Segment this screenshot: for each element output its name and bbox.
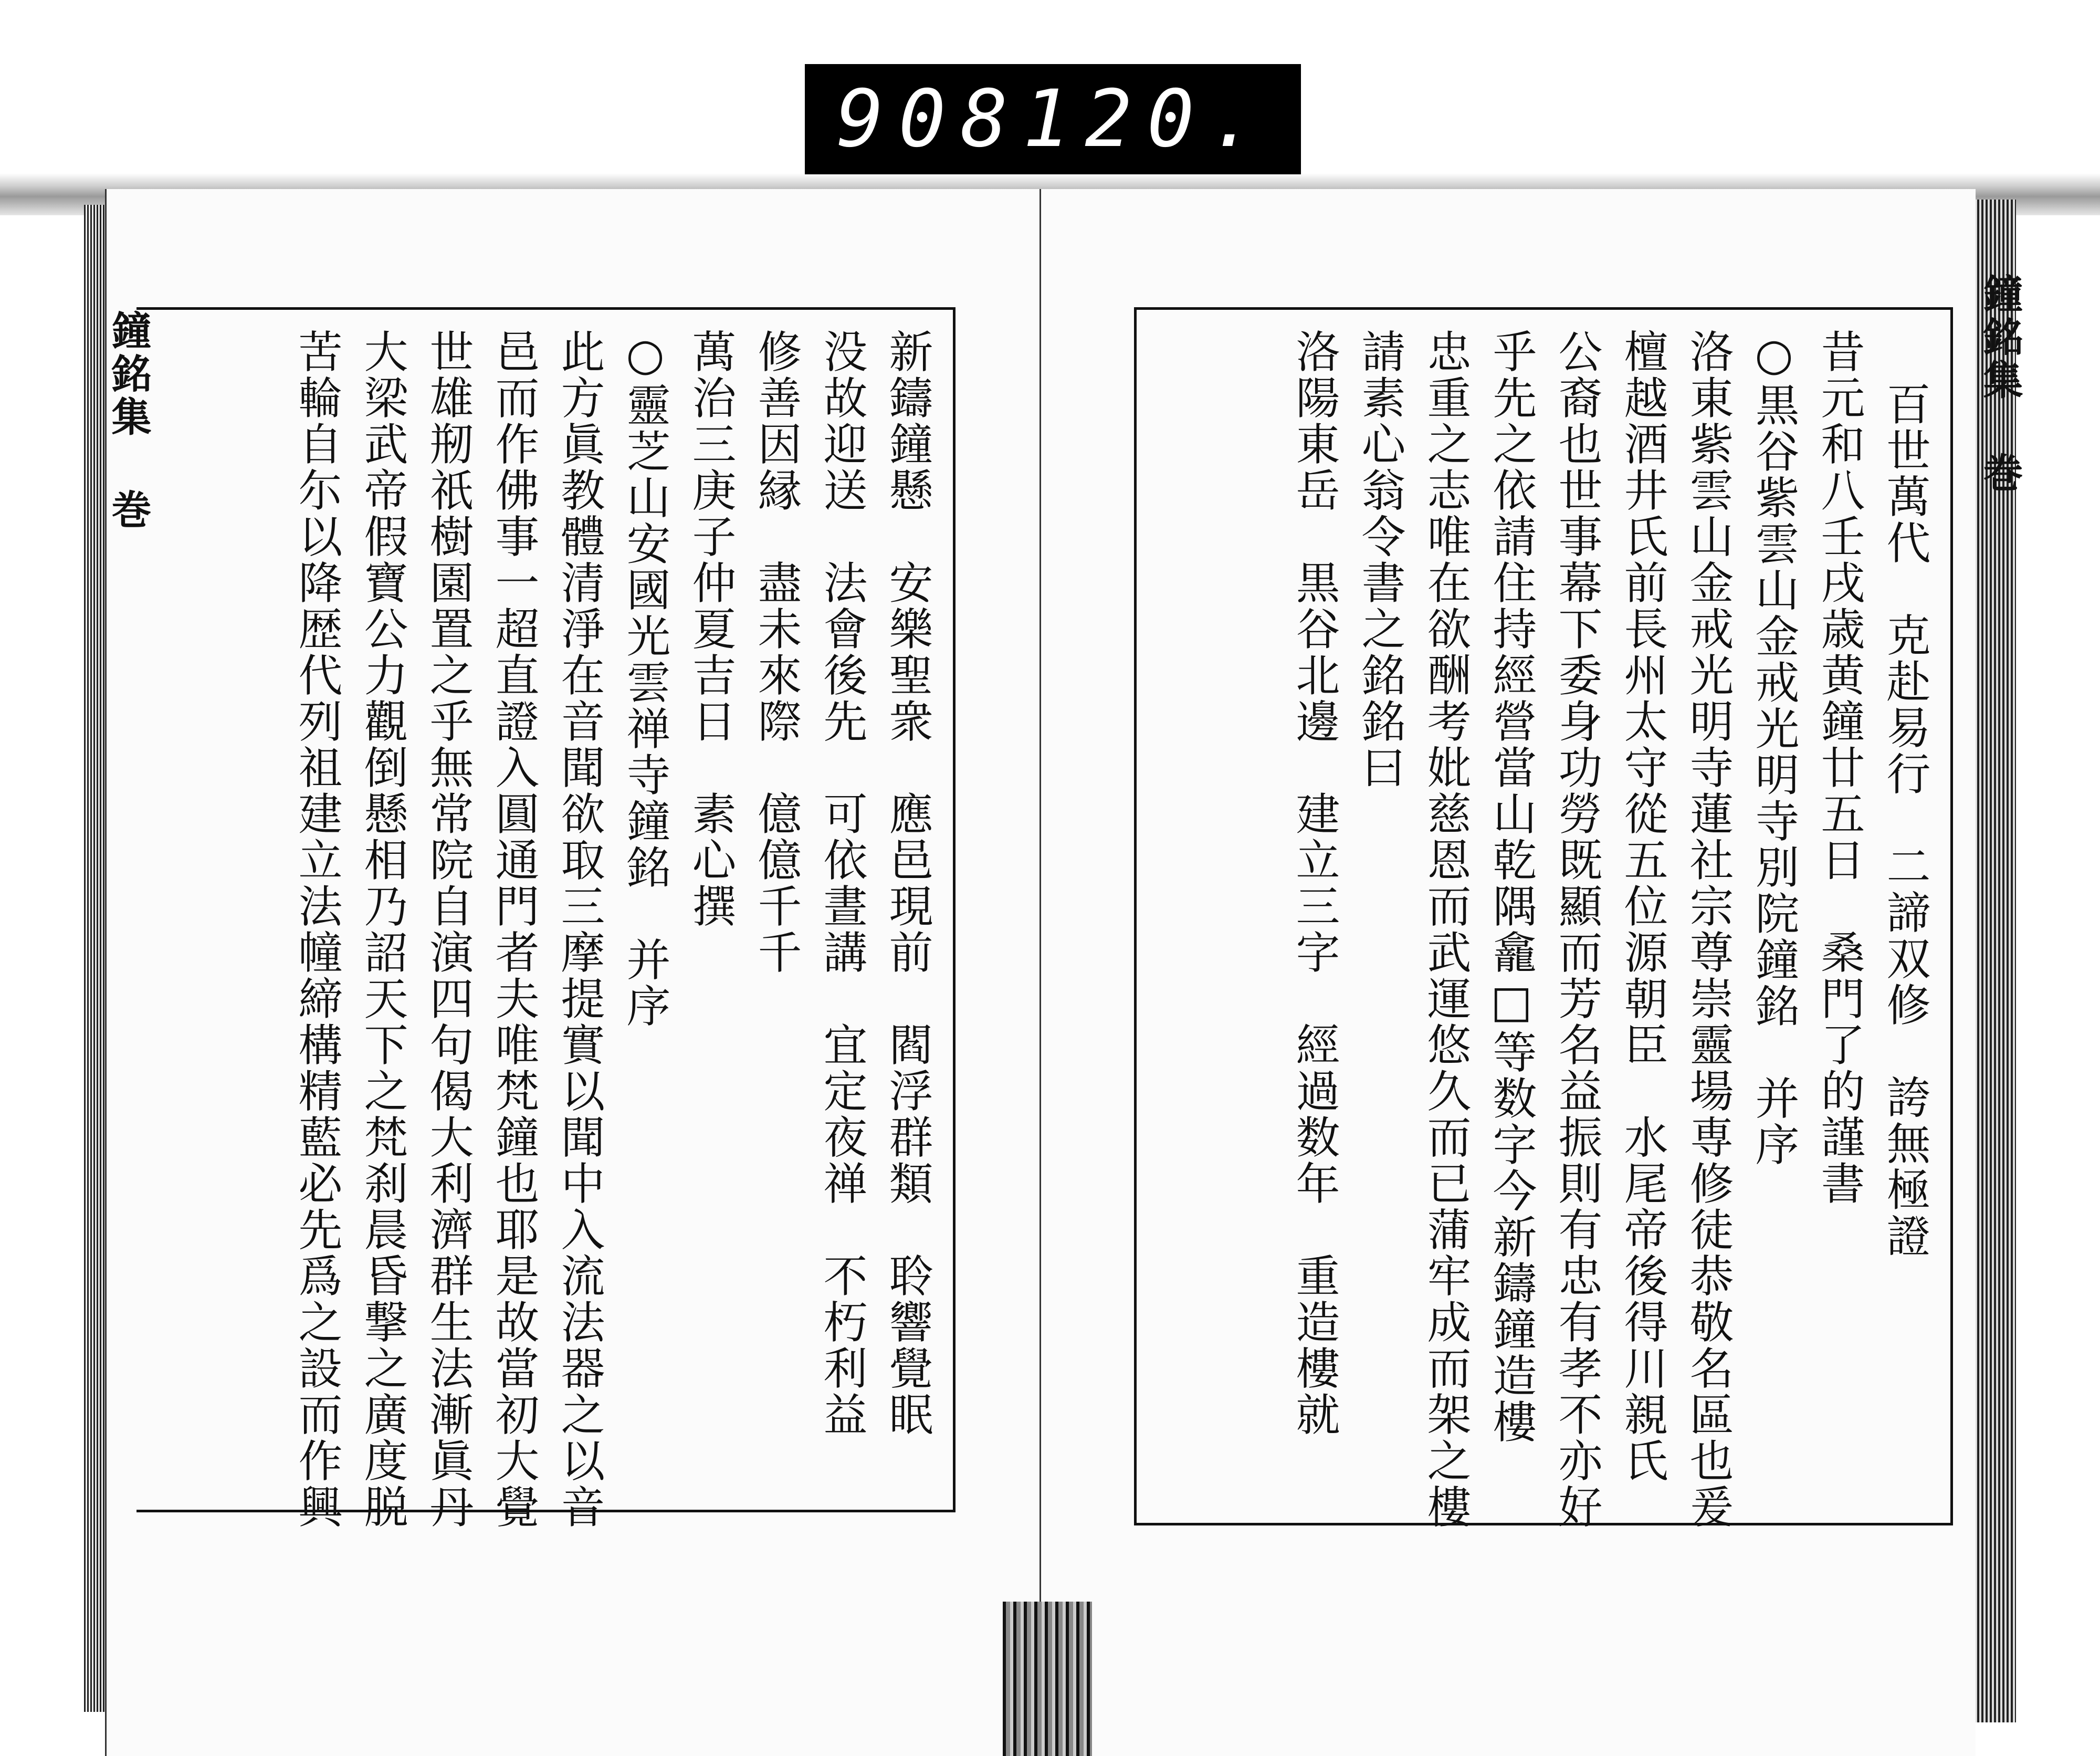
text-column: 洛陽東岳 黒谷北邊 建立三字 經過数年 重造樓就: [1289, 329, 1340, 1438]
text-column: 檀越酒井氏前長州太守從五位源朝臣 水尾帝後得川親氏: [1617, 329, 1668, 1484]
text-column: 乎先之依請住持經營當山乾隅龕□等数字今新鑄鐘造樓: [1486, 329, 1537, 1445]
text-column: 萬治三庚子仲夏吉日 素心撰: [685, 329, 737, 929]
text-column: 邑而作佛事一超直證入圓通門者夫唯梵鐘也耶是故當初大覺: [488, 329, 540, 1530]
text-column: 新鑄鐘懸 安樂聖衆 應邑現前 閻浮群類 聆響覺眠: [882, 329, 933, 1438]
microfilm-frame-number: [805, 64, 1301, 174]
text-column: 此方眞教體清淨在音聞欲取三摩提實以聞中入流法器之以音: [554, 329, 605, 1530]
frame-number-left: 908: [836, 74, 1023, 165]
text-column: 大梁武帝假寶公力觀倒懸相乃詔天下之梵刹晨昏撃之廣度脱: [357, 329, 408, 1530]
right-margin-title: 鐘銘集 巻: [1977, 273, 2023, 495]
text-column: 公裔也世事幕下委身功勞既顯而芳名益振則有忠有孝不亦好: [1551, 329, 1603, 1530]
frame-number-right: 120.: [1022, 74, 1272, 165]
left-margin-title: 鐘銘集 巻: [105, 310, 152, 532]
section-heading: ○黒谷紫雲山金戒光明寺別院鐘銘 并序: [1748, 329, 1800, 1168]
text-column: 洛東紫雲山金戒光明寺蓮社宗尊崇靈場専修徒恭敬名區也爰: [1683, 329, 1734, 1530]
text-column: 苦輪自尓以降歴代列祖建立法幢締構精藍必先爲之設而作興: [291, 329, 343, 1530]
text-column: 請素心翁令書之銘銘曰: [1354, 329, 1406, 791]
left-page-text-block: [136, 307, 956, 1530]
text-column: 昔元和八壬戌歳黄鐘廿五日 桑門了的謹書: [1814, 329, 1865, 1207]
text-column: 没故迎送 法會後先 可依晝講 宜定夜禅 不朽利益: [816, 329, 868, 1438]
right-page-text-block: [1134, 307, 1953, 1530]
text-column: 百世萬代 克赴易行 二諦双修 誇無極證: [1880, 381, 1931, 1259]
section-heading: ○靈芝山安國光雲禅寺鐘銘 并序: [620, 329, 671, 1029]
text-column: 修善因縁 盡未來際 億億千千: [751, 329, 802, 976]
book-gutter: [1003, 1602, 1092, 1756]
text-column: 世雄剏祇樹園置之乎無常院自演四句偈大利濟群生法漸眞丹: [423, 329, 474, 1530]
text-column: 忠重之志唯在欲酬考妣慈恩而武運悠久而已蒲牢成而架之樓: [1420, 329, 1472, 1530]
